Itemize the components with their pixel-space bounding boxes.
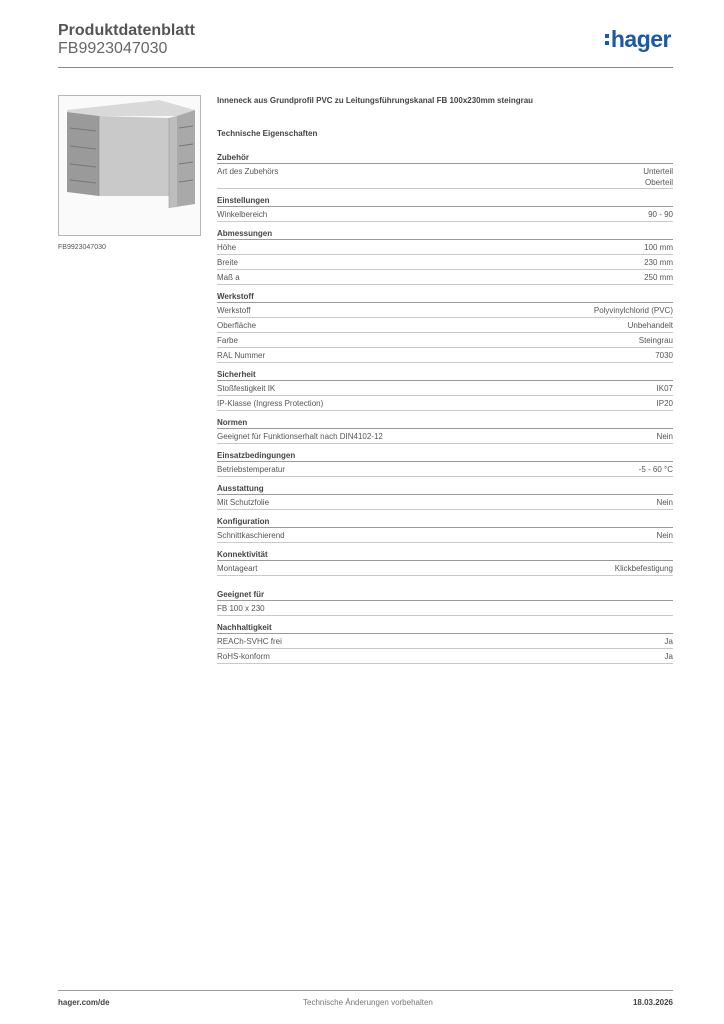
spec-value: 90 - 90: [648, 210, 673, 219]
spec-label: Schnittkaschierend: [217, 531, 285, 540]
spec-value: Nein: [656, 531, 673, 540]
spec-value: Ja: [664, 652, 673, 661]
spec-value: 100 mm: [644, 243, 673, 252]
spec-label: Werkstoff: [217, 306, 251, 315]
spec-label: Maß a: [217, 273, 240, 282]
spec-label: Winkelbereich: [217, 210, 268, 219]
spec-label: Geeignet für Funktionserhalt nach DIN4102-12: [217, 432, 383, 441]
spec-label: Art des Zubehörs: [217, 167, 279, 176]
section-title: Geeignet für: [217, 589, 673, 601]
footer-website[interactable]: hager.com/de: [58, 998, 110, 1007]
spec-row: [217, 318, 673, 333]
spec-row: [217, 270, 673, 285]
spec-section: [217, 369, 673, 411]
spec-label: Stoßfestigkeit IK: [217, 384, 276, 393]
spec-section: [217, 228, 673, 285]
spec-row: [217, 303, 673, 318]
spec-value: Polyvinylchlorid (PVC): [593, 306, 673, 315]
logo-text: hager: [610, 25, 671, 52]
section-title: Sicherheit: [217, 369, 673, 381]
spec-row: [217, 207, 673, 222]
section-title: Konnektivität: [217, 549, 673, 561]
spec-row: [217, 240, 673, 255]
spec-section: [217, 195, 673, 222]
spec-row: [217, 255, 673, 270]
section-title: Abmessungen: [217, 228, 673, 240]
spec-label: Höhe: [217, 243, 237, 252]
section-title: Ausstattung: [217, 483, 673, 495]
section-title: Nachhaltigkeit: [217, 622, 673, 634]
spec-row: [217, 495, 673, 510]
spec-row: [217, 381, 673, 396]
product-description: Inneneck aus Grundprofil PVC zu Leitungsführungskanal FB 100x230mm steingrau: [217, 96, 534, 105]
section-title: Konfiguration: [217, 516, 673, 528]
footer-date: 18.03.2026: [632, 998, 673, 1007]
spec-row: [217, 348, 673, 363]
spec-value: IK07: [656, 384, 673, 393]
corner-duct-icon: [59, 96, 200, 235]
spec-label: RAL Nummer: [217, 351, 266, 360]
spec-label: Mit Schutzfolie: [217, 498, 270, 507]
section-title: Einsatzbedingungen: [217, 450, 673, 462]
spec-section: [217, 589, 673, 616]
spec-section: [217, 483, 673, 510]
spec-row: [217, 396, 673, 411]
spec-section: [217, 622, 673, 664]
spec-sections: [217, 152, 673, 664]
section-title: Werkstoff: [217, 291, 673, 303]
spec-label: Montageart: [217, 564, 258, 573]
spec-label: Breite: [217, 258, 238, 267]
spec-value: Nein: [656, 498, 673, 507]
spec-row: [217, 649, 673, 664]
product-details: [217, 96, 673, 670]
spec-value: Unbehandelt: [627, 321, 673, 330]
page-header: [58, 20, 673, 68]
spec-value: Unterteil Oberteil: [643, 167, 673, 187]
spec-value: 250 mm: [644, 273, 673, 282]
hager-logo: [605, 26, 671, 52]
spec-row: [217, 601, 673, 616]
spec-value: 7030: [655, 351, 673, 360]
spec-row: [217, 462, 673, 477]
section-title: Normen: [217, 417, 673, 429]
spec-label: RoHS-konform: [217, 652, 270, 661]
document-title: Produktdatenblatt: [58, 22, 195, 39]
spec-label: FB 100 x 230: [217, 604, 265, 613]
spec-value: -5 - 60 °C: [638, 465, 673, 474]
spec-value: Klickbefestigung: [614, 564, 673, 573]
spec-row: [217, 528, 673, 543]
product-image: [58, 95, 201, 236]
article-number: FB9923047030: [58, 40, 168, 57]
spec-section: [217, 450, 673, 477]
spec-label: Betriebstemperatur: [217, 465, 286, 474]
spec-row: [217, 164, 673, 189]
spec-value: Steingrau: [638, 336, 673, 345]
section-title: Einstellungen: [217, 195, 673, 207]
spec-label: Oberfläche: [217, 321, 257, 330]
spec-label: Farbe: [217, 336, 238, 345]
footer-note: Technische Änderungen vorbehalten: [303, 998, 433, 1007]
spec-value: 230 mm: [644, 258, 673, 267]
spec-section: [217, 549, 673, 576]
spec-value: IP20: [656, 399, 673, 408]
spec-row: [217, 561, 673, 576]
spec-row: [217, 333, 673, 348]
spec-section: [217, 152, 673, 189]
spec-section: [217, 516, 673, 543]
page-footer: [58, 990, 673, 1014]
spec-section: [217, 291, 673, 363]
spec-row: [217, 634, 673, 649]
spec-value: Nein: [656, 432, 673, 441]
section-title: Zubehör: [217, 152, 673, 164]
spec-value: Ja: [664, 637, 673, 646]
logo-colon-icon: [605, 34, 609, 45]
image-caption: FB9923047030: [58, 244, 106, 251]
spec-row: [217, 429, 673, 444]
technical-properties-heading: Technische Eigenschaften: [217, 129, 318, 138]
spec-label: REACh-SVHC frei: [217, 637, 282, 646]
spec-section: [217, 417, 673, 444]
spec-label: IP-Klasse (Ingress Protection): [217, 399, 324, 408]
